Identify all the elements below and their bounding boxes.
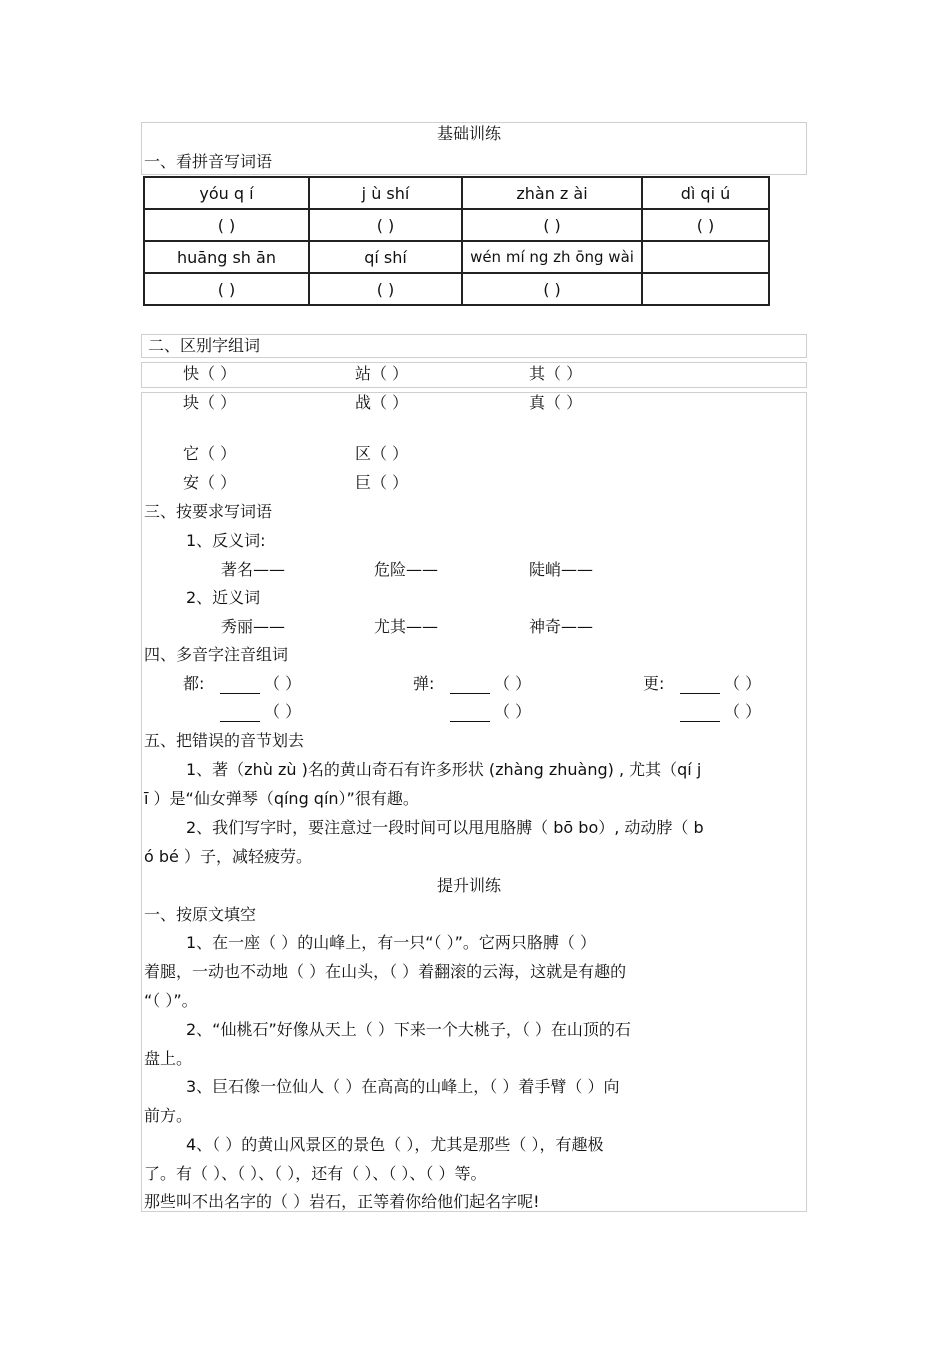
word-item: 快（ ） [183, 364, 237, 383]
polyphone-char: 更: [643, 674, 665, 693]
advanced-title: 提升训练 [437, 876, 502, 895]
table-row [144, 209, 769, 241]
antonym-item: 陡峭—— [529, 560, 594, 579]
table-row [144, 177, 769, 209]
paragraph-line: 1、著（zhù zù )名的黄山奇石有许多形状 (zhàng zhuàng) , 尤其（qí j [186, 760, 702, 779]
section2-title: 二、区别字组词 [148, 336, 261, 355]
paragraph-line: 4、（ ）的黄山风景区的景色（ ），尤其是那些（ ），有趣极 [186, 1135, 604, 1154]
answer-cell[interactable] [642, 273, 769, 305]
advanced-section1-title: 一、按原文填空 [144, 905, 257, 924]
paragraph-line: 了。有（ ）、（ ）、（ ），还有（ ）、（ ）、（ ）等。 [144, 1164, 487, 1183]
word-item: 区（ ） [355, 444, 409, 463]
paragraph-line: 着腿，一动也不动地（ ）在山头，（ ）着翻滚的云海，这就是有趣的 [144, 962, 627, 981]
answer-cell[interactable]: ( ) [309, 209, 462, 241]
paragraph-line: 那些叫不出名字的（ ）岩石，正等着你给他们起名字呢! [144, 1192, 540, 1211]
paragraph-line: “（ ）”。 [144, 991, 198, 1010]
word-item: 它（ ） [183, 444, 237, 463]
answer-line[interactable] [220, 702, 301, 722]
answer-line[interactable] [450, 702, 531, 722]
paren: （ ） [724, 702, 762, 721]
word-item: 战（ ） [355, 393, 409, 412]
word-item: 巨（ ） [355, 473, 409, 492]
pinyin-cell: j ù shí [309, 177, 462, 209]
pinyin-cell: huāng sh ān [144, 241, 309, 273]
answer-line[interactable] [680, 674, 761, 694]
paren: （ ） [494, 674, 532, 693]
paren: （ ） [264, 702, 302, 721]
paragraph-line: 盘上。 [144, 1049, 193, 1068]
antonym-item: 著名—— [221, 560, 286, 579]
answer-cell[interactable]: ( ) [144, 273, 309, 305]
word-item: 安（ ） [183, 473, 237, 492]
paren: （ ） [264, 674, 302, 693]
paragraph-line: 1、在一座（ ）的山峰上，有一只“（ ）”。它两只胳膊（ ） [186, 933, 597, 952]
word-item: 真（ ） [529, 393, 583, 412]
synonym-item: 秀丽—— [221, 617, 286, 636]
paragraph-line: ī ）是“仙女弹琴（qíng qín）”很有趣。 [144, 789, 419, 808]
section5-title: 五、把错误的音节划去 [144, 731, 305, 750]
answer-line[interactable] [220, 674, 301, 694]
synonym-item: 尤其—— [374, 617, 439, 636]
antonym-item: 危险—— [374, 560, 439, 579]
word-item: 块（ ） [183, 393, 237, 412]
paragraph-line: ó bé ）子，减轻疲劳。 [144, 847, 312, 866]
pinyin-cell [642, 241, 769, 273]
antonym-label: 1、反义词: [186, 531, 266, 550]
paren: （ ） [494, 702, 532, 721]
page-title: 基础训练 [437, 124, 502, 143]
pinyin-cell: dì qi ú [642, 177, 769, 209]
answer-cell[interactable]: ( ) [144, 209, 309, 241]
polyphone-char: 弹: [413, 674, 435, 693]
paragraph-line: 前方。 [144, 1106, 193, 1125]
section2-row-frame [141, 362, 807, 388]
pinyin-cell: wén mí ng zh ōng wài [462, 241, 642, 273]
pinyin-cell: zhàn z ài [462, 177, 642, 209]
polyphone-char: 都: [183, 674, 205, 693]
pinyin-table [143, 176, 770, 306]
paren: （ ） [724, 674, 762, 693]
answer-cell[interactable]: ( ) [462, 209, 642, 241]
answer-line[interactable] [450, 674, 531, 694]
synonym-label: 2、近义词 [186, 588, 261, 607]
section1-title: 一、看拼音写词语 [144, 152, 273, 171]
answer-cell[interactable]: ( ) [462, 273, 642, 305]
paragraph-line: 2、“仙桃石”好像从天上（ ）下来一个大桃子，（ ）在山顶的石 [186, 1020, 631, 1039]
word-item: 站（ ） [355, 364, 409, 383]
answer-line[interactable] [680, 702, 761, 722]
section3-title: 三、按要求写词语 [144, 502, 273, 521]
pinyin-cell: yóu q í [144, 177, 309, 209]
pinyin-cell: qí shí [309, 241, 462, 273]
paragraph-line: 2、我们写字时，要注意过一段时间可以甩甩胳膊（ bō bo）, 动动脖（ b [186, 818, 704, 837]
section4-title: 四、多音字注音组词 [144, 645, 289, 664]
answer-cell[interactable]: ( ) [642, 209, 769, 241]
table-row [144, 273, 769, 305]
table-row [144, 241, 769, 273]
paragraph-line: 3、巨石像一位仙人（ ）在高高的山峰上，（ ）着手臂（ ）向 [186, 1077, 620, 1096]
answer-cell[interactable]: ( ) [309, 273, 462, 305]
word-item: 其（ ） [529, 364, 583, 383]
synonym-item: 神奇—— [529, 617, 594, 636]
